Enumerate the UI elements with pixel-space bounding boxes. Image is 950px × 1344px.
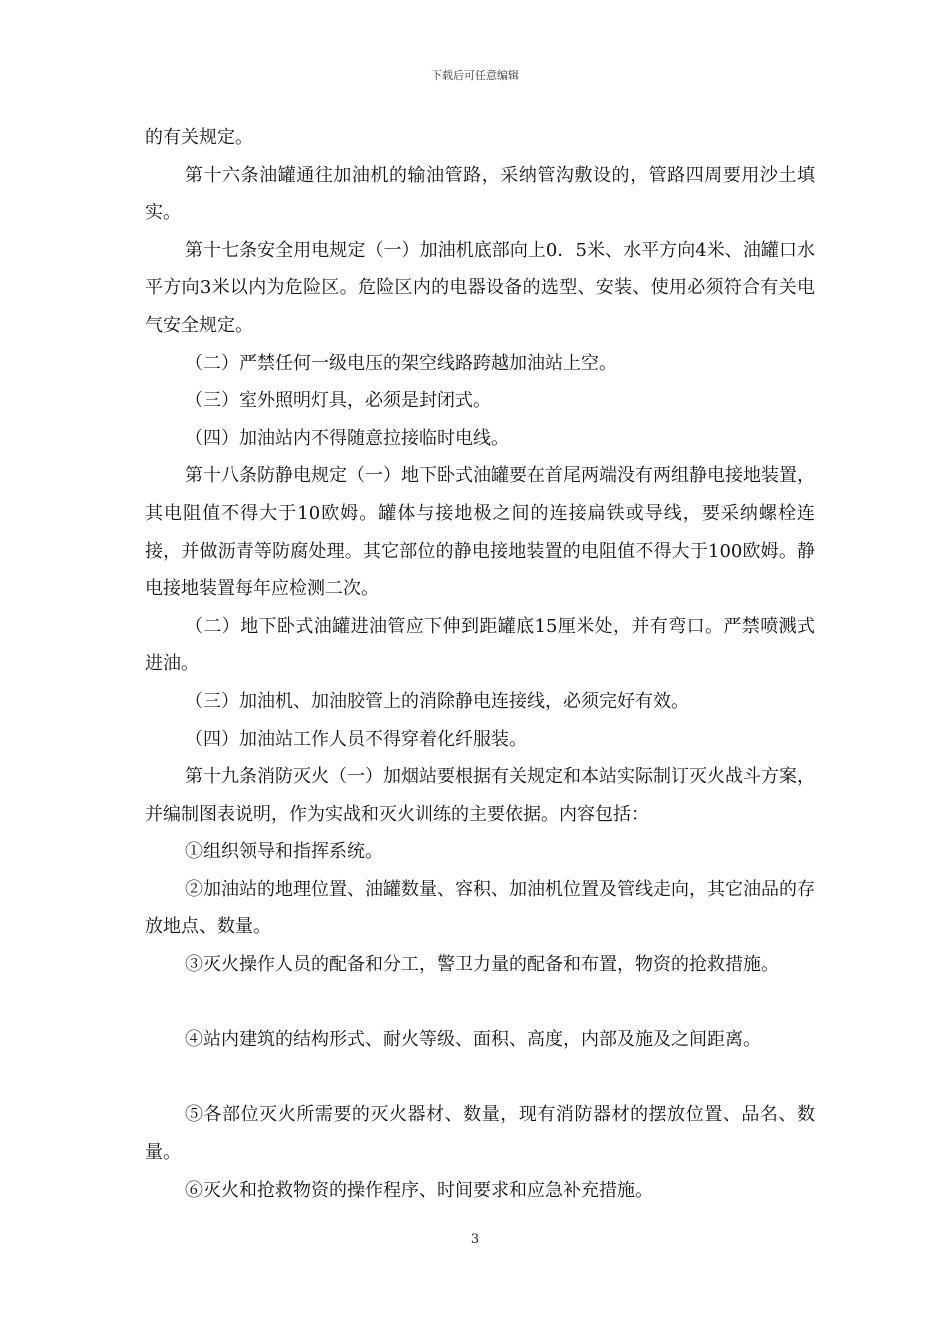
paragraph-article-17: 第十七条安全用电规定（一）加油机底部向上0．5米、水平方向4米、油罐口水平方向3米以内为危险区。危险区内的电器设备的选型、安装、使用必须符合有关电气安全规定。 <box>145 239 815 336</box>
list-item-2: ②加油站的地理位置、油罐数量、容积、加油机位置及管线走向，其它油品的存放地点、数量。 <box>145 878 815 938</box>
paragraph-article-18-item-2: （二）地下卧式油罐进油管应下伸到距罐底15厘米处，并有弯口。严禁喷溅式进油。 <box>145 615 815 675</box>
paragraph-article-17-item-4: （四）加油站内不得随意拉接临时电线。 <box>185 427 509 449</box>
paragraph-article-18: 第十八条防静电规定（一）地下卧式油罐要在首尾两端没有两组静电接地装置，其电阻值不得大于10欧姆。罐体与接地极之间的连接扁铁或导线，要采纳螺栓连接，并做沥青等防腐处理。其它部位的静电接地装置的电阻值不得大于100欧姆。静电接地装置每年应检测二次。 <box>145 465 815 600</box>
paragraph-article-19: 第十九条消防灭火（一）加烟站要根据有关规定和本站实际制订灭火战斗方案，并编制图表说明，作为实战和灭火训练的主要依据。内容包括： <box>145 766 815 825</box>
paragraph-continuation: 的有关规定。 <box>145 127 253 148</box>
paragraph-article-17-item-2: （二）严禁任何一级电压的架空线路跨越加油站上空。 <box>185 352 617 374</box>
list-item-6: ⑥灭火和抢救物资的操作程序、时间要求和应急补充措施。 <box>185 1179 653 1201</box>
paragraph-article-18-item-3: （三）加油机、加油胶管上的消除静电连接线，必须完好有效。 <box>185 690 689 712</box>
list-item-4: ④站内建筑的结构形式、耐火等级、面积、高度，内部及施及之间距离。 <box>185 1029 761 1051</box>
page-header: 下载后可任意编辑 <box>431 69 519 82</box>
page-number: 3 <box>470 1232 480 1247</box>
list-item-3: ③灭火操作人员的配备和分工，警卫力量的配备和布置，物资的抢救措施。 <box>185 954 779 976</box>
paragraph-article-18-item-4: （四）加油站工作人员不得穿着化纤服装。 <box>185 728 527 750</box>
blank-line <box>145 984 815 1022</box>
paragraph-article-17-item-3: （三）室外照明灯具，必须是封闭式。 <box>185 390 491 412</box>
blank-line <box>145 1059 815 1097</box>
list-item-5: ⑤各部位灭火所需要的灭火器材、数量，现有消防器材的摆放位置、品名、数量。 <box>145 1104 815 1164</box>
paragraph-article-16: 第十六条油罐通往加油机的输油管路，采纳管沟敷设的，管路四周要用沙土填实。 <box>145 164 815 224</box>
list-item-1: ①组织领导和指挥系统。 <box>185 841 383 863</box>
document-body <box>145 119 815 1209</box>
